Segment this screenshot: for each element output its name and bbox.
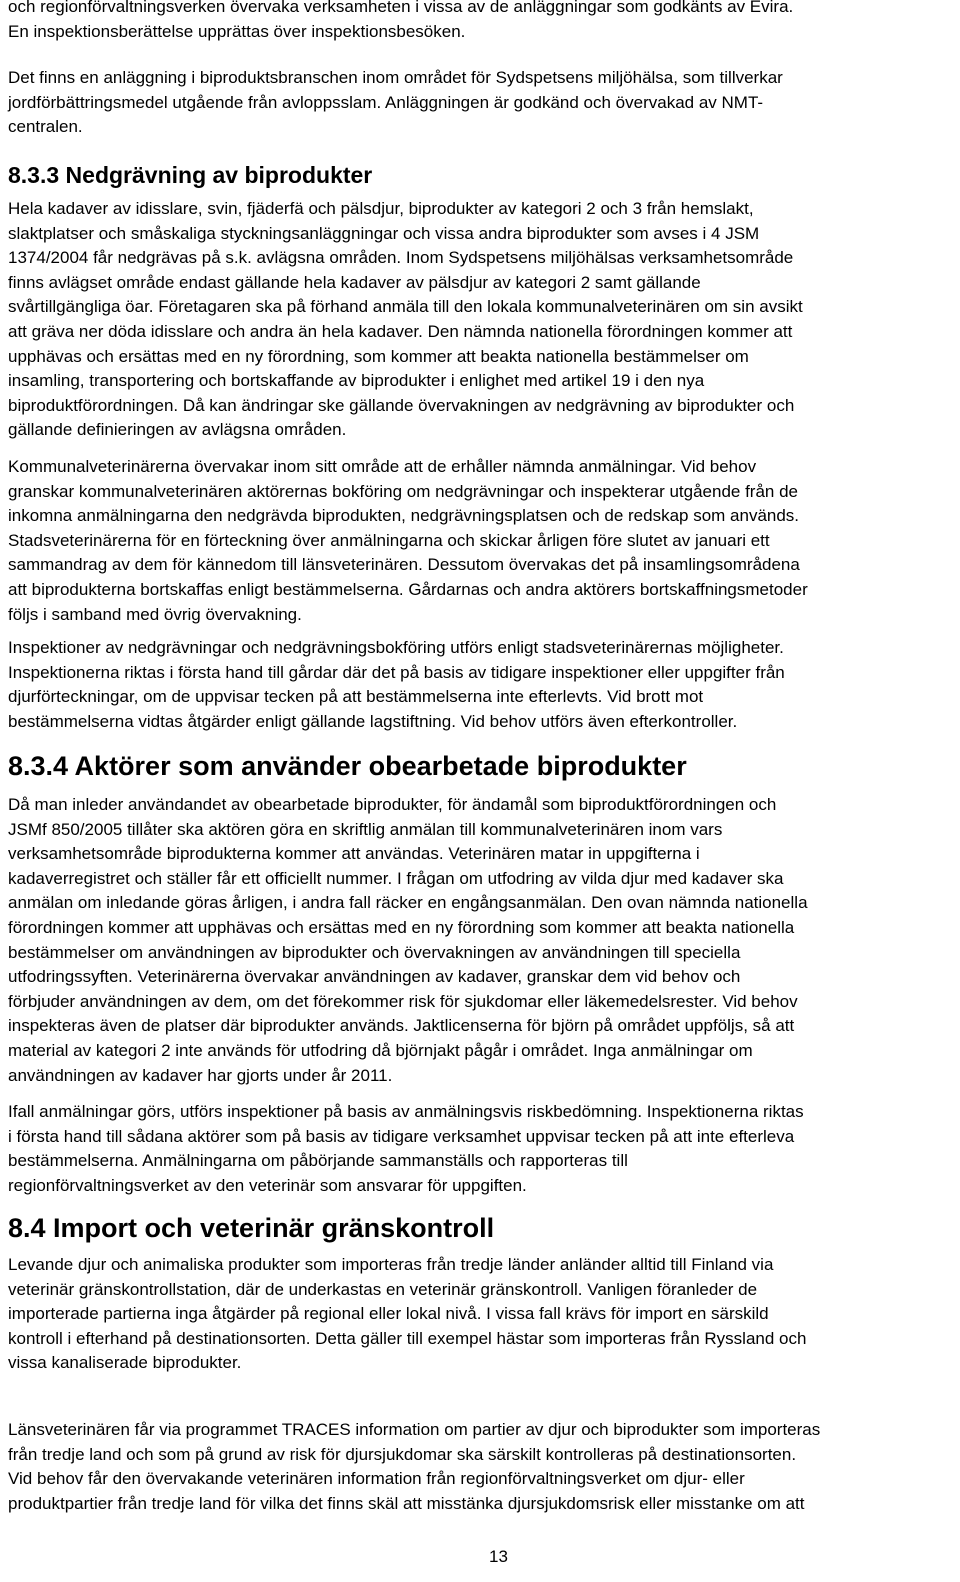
- text-line: anmälan om inledande göras årligen, i andra fall räcker en engångsanmälan. Den ovan nämnda nationella: [8, 893, 808, 913]
- text-line: Stadsveterinärerna för en förteckning över anmälningarna och skickar årligen före slutet av januari ett: [8, 530, 770, 550]
- text-line: djurförteckningar, om de uppvisar tecken på att bestämmelserna inte efterlevts. Vid brott mot: [8, 687, 704, 707]
- text-line: JSMf 850/2005 tillåter ska aktören göra en skriftlig anmälan till kommunalveterinären inom vars: [8, 819, 723, 839]
- text-line: En inspektionsberättelse upprättas över inspektionsbesöken.: [8, 21, 466, 41]
- section-8-4-paragraph-1: [8, 1253, 806, 1376]
- section-8-3-4-heading: 8.3.4 Aktörer som använder obearbetade biprodukter: [8, 751, 687, 781]
- text-line: granskar kommunalveterinären aktörernas bokföring om nedgrävningar och inspekterar utgående från de: [8, 481, 799, 501]
- text-line: bestämmelserna. Anmälningarna om påbörjande sammanställs och rapporteras till: [8, 1151, 628, 1171]
- section-8-3-4-paragraph-2: [8, 1100, 804, 1198]
- text-line: Länsveterinären får via programmet TRACES information om partier av djur och biprodukter som importeras: [8, 1420, 821, 1439]
- section-8-4-heading: 8.4 Import och veterinär gränskontroll: [8, 1213, 495, 1243]
- section-8-3-3-paragraph-2: [8, 455, 808, 627]
- intro-paragraph-1: [8, 0, 793, 44]
- text-line: Inspektionerna riktas i första hand till gårdar där det på basis av tidigare inspektioner eller uppgifter från: [8, 662, 785, 682]
- text-line: jordförbättringsmedel utgående från avloppsslam. Anläggningen är godkänd och övervakad av NMT-: [8, 92, 764, 112]
- text-line: användningen av kadaver har gjorts under år 2011.: [8, 1065, 393, 1085]
- section-8-3-3-paragraph-3: [8, 636, 785, 734]
- text-line: kontroll i efterhand på destinationsorten. Detta gäller till exempel hästar som importeras från Ryssland och: [8, 1328, 807, 1348]
- text-line: bestämmelserna vidtas åtgärder enligt gällande lagstiftning. Vid behov utförs även efterkontroller.: [8, 711, 738, 731]
- text-line: utfodringssyften. Veterinärerna övervakar användningen av kadaver, granskar dem vid behov och: [8, 967, 741, 987]
- text-line: kadaverregistret och ställer får ett officiellt nummer. I frågan om utfodring av vilda djur med kadaver ska: [8, 868, 784, 888]
- text-line: slaktplatser och småskaliga styckningsanläggningar och vissa andra biprodukter som avses i 4 JSM: [8, 223, 760, 243]
- section-8-3-4-paragraph-1: [8, 793, 808, 1088]
- text-line: insamling, transportering och bortskaffande av biprodukter i enlighet med artikel 19 i den nya: [8, 371, 705, 391]
- text-line: Vid behov får den övervakande veterinären information från regionförvaltningsverket om djur- eller: [8, 1469, 745, 1489]
- text-line: veterinär gränskontrollstation, där de underkastas en veterinär gränskontroll. Vanligen föranleder de: [8, 1279, 758, 1299]
- intro-paragraph-2: [8, 66, 783, 140]
- text-line: verksamhetsområde biprodukterna kommer att användas. Veterinären matar in uppgifterna i: [8, 844, 700, 864]
- text-line: Kommunalveterinärerna övervakar inom sitt område att de erhåller nämnda anmälningar. Vid behov: [8, 457, 757, 476]
- text-line: finns avlägset område endast gällande hela kadaver av pälsdjur av kategori 2 samt gällande: [8, 272, 701, 292]
- text-line: inspekteras även de platser där biprodukter används. Jaktlicenserna för björn på området uppföljs, så att: [8, 1016, 795, 1036]
- text-line: importerade partierna inga åtgärder på regional eller lokal nivå. I vissa fall krävs för import en särskild: [8, 1304, 769, 1324]
- text-line: och regionförvaltningsverken övervaka verksamheten i vissa av de anläggningar som godkänts av Evira.: [8, 0, 794, 16]
- section-8-3-3-heading: 8.3.3 Nedgrävning av biprodukter: [8, 162, 373, 188]
- text-line: produktpartier från tredje land för vilka det finns skäl att misstänka djursjukdomsrisk eller misstanke om att: [8, 1493, 805, 1513]
- text-line: 1374/2004 får nedgrävas på s.k. avlägsna områden. Inom Sydspetsens miljöhälsas verksamhetsområde: [8, 248, 794, 268]
- text-line: inkomna anmälningarna den nedgrävda biprodukten, nedgrävningsplatsen och de redskap som används.: [8, 506, 800, 526]
- section-8-4-paragraph-2: [8, 1418, 820, 1516]
- text-line: förordningen kommer att upphävas och ersättas med en ny förordning som kommer att beakta nationella: [8, 917, 795, 937]
- text-line: att gräva ner döda idisslare och andra än hela kadaver. Den nämnda nationella förordningen kommer att: [8, 321, 793, 341]
- text-line: svårtillgängliga öar. Företagaren ska på förhand anmäla till den lokala kommunalveterinären om sin avsikt: [8, 297, 803, 317]
- text-line: Levande djur och animaliska produkter som importeras från tredje länder anländer alltid till Finland via: [8, 1255, 774, 1274]
- section-8-3-3-paragraph-1: [8, 197, 803, 443]
- text-line: sammandrag av dem för kännedom till länsveterinären. Dessutom övervakas det på insamlingsområdena: [8, 555, 800, 575]
- text-line: upphävas och ersättas med en ny förordning, som kommer att beakta nationella bestämmelser om: [8, 346, 749, 366]
- page-footer: [0, 1546, 960, 1568]
- text-line: regionförvaltningsverket av den veterinär som ansvarar för uppgiften.: [8, 1175, 527, 1195]
- text-line: centralen.: [8, 117, 83, 137]
- text-line: material av kategori 2 inte används för utfodring då björnjakt pågår i området. Inga anmälningar om: [8, 1040, 753, 1060]
- text-line: att biprodukterna bortskaffas enligt bestämmelserna. Gårdarnas och andra aktörers bortskaffningsmetoder: [8, 579, 808, 599]
- text-line: vissa kanaliserade biprodukter.: [8, 1353, 242, 1373]
- text-line: Inspektioner av nedgrävningar och nedgrävningsbokföring utförs enligt stadsveterinärernas möjligheter.: [8, 638, 784, 657]
- text-line: följs i samband med övrig övervakning.: [8, 604, 302, 624]
- text-line: Det finns en anläggning i biproduktsbranschen inom området för Sydspetsens miljöhälsa, som tillverkar: [8, 68, 783, 87]
- text-line: Ifall anmälningar görs, utförs inspektioner på basis av anmälningsvis riskbedömning. Inspektionerna riktas: [8, 1102, 804, 1121]
- text-line: från tredje land och som på grund av risk för djursjukdomar ska särskilt kontrolleras på destinationsorten.: [8, 1444, 797, 1464]
- text-line: i första hand till sådana aktörer som på basis av tidigare verksamhet uppvisar tecken på att inte efterleva: [8, 1126, 795, 1146]
- text-line: bestämmelser om användningen av biprodukter och övervakningen av användningen till speciella: [8, 942, 741, 962]
- text-line: Hela kadaver av idisslare, svin, fjäderfä och pälsdjur, biprodukter av kategori 2 och 3 från hemslakt,: [8, 199, 754, 218]
- page-number: 13: [489, 1547, 508, 1566]
- text-line: förbjuder användningen av dem, om det förekommer risk för sjukdomar eller läkemedelsrester. Vid behov: [8, 991, 798, 1011]
- text-line: gällande definieringen av avlägsna områden.: [8, 420, 347, 440]
- text-line: biproduktförordningen. Då kan ändringar ske gällande övervakningen av nedgrävning av biprodukter och: [8, 395, 795, 415]
- text-line: Då man inleder användandet av obearbetade biprodukter, för ändamål som biproduktförordningen och: [8, 795, 777, 814]
